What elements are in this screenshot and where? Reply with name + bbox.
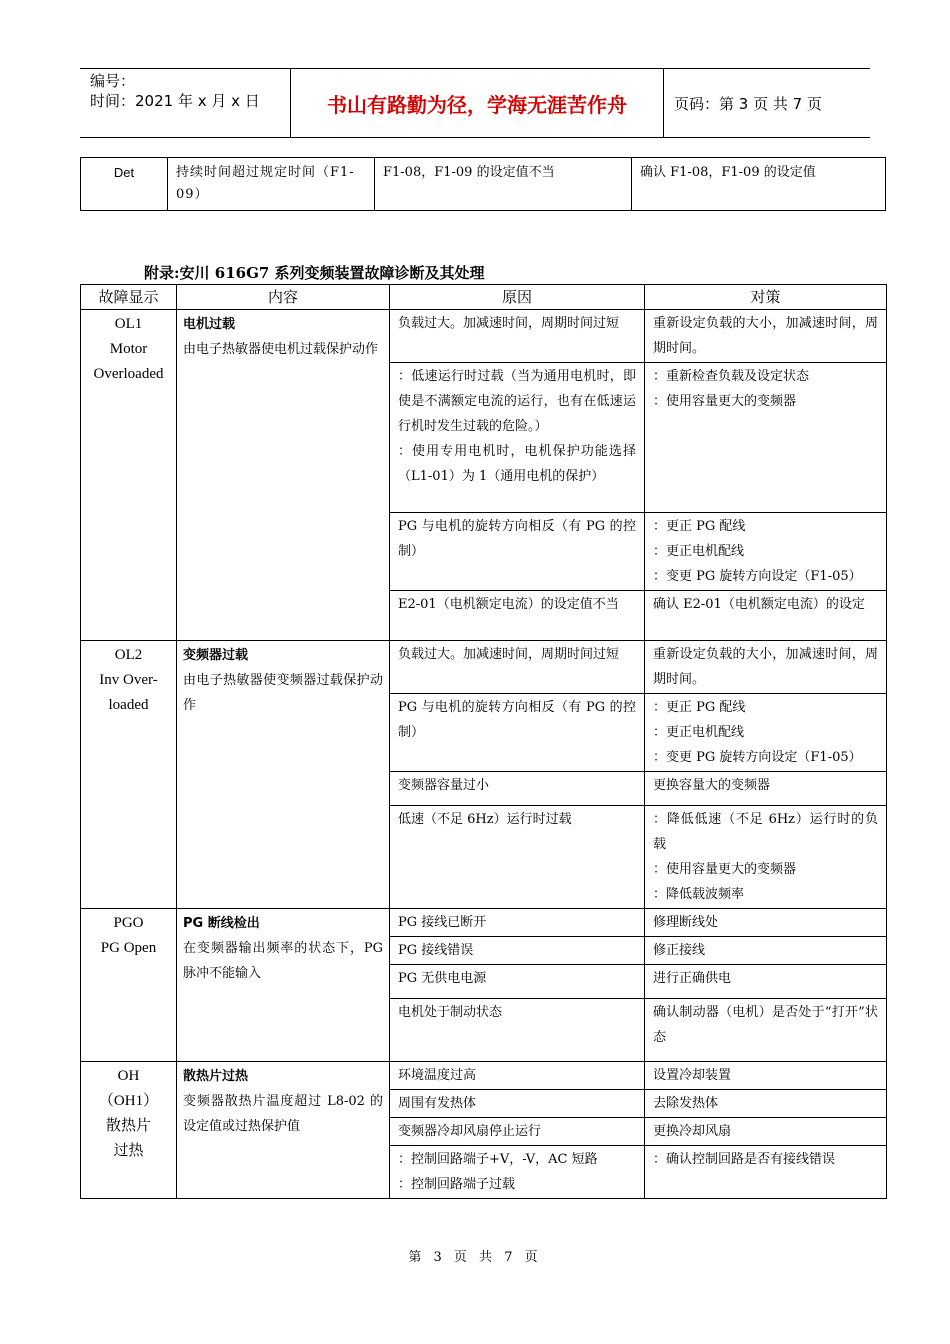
cause-text: 环境温度过高 <box>398 1068 477 1083</box>
fix-text: ：确认控制回路是否有接线错误 <box>653 1152 836 1167</box>
fix-text: ：更正 PG 配线 <box>653 519 746 534</box>
fix-text: 去除发热体 <box>653 1096 719 1111</box>
fault-content-cell <box>177 641 390 909</box>
col-header-fix: 对策 <box>645 285 887 310</box>
fix-text: 设置冷却装置 <box>653 1068 732 1083</box>
fault-description: 由电子热敏器使电机过载保护动作 <box>183 342 379 357</box>
fix-cell <box>645 1090 887 1118</box>
fix-text: 重新设定负载的大小，加减速时间，周期时间。 <box>653 316 878 356</box>
cause-text: PG 接线错误 <box>398 943 474 958</box>
fault-code-line: OL1 <box>114 316 143 332</box>
fault-code-cell <box>81 641 177 909</box>
fault-code-line: loaded <box>108 697 149 713</box>
fix-text: ：更正 PG 配线 <box>653 700 746 715</box>
fault-code-cell <box>81 909 177 1062</box>
fix-text: 确认 E2-01（电机额定电流）的设定 <box>653 597 865 612</box>
fault-title: 变频器过载 <box>183 648 249 663</box>
cause-text: ：控制回路端子+V，-V，AC 短路 <box>398 1152 598 1167</box>
fix-cell <box>645 999 887 1062</box>
fix-text: ：更正电机配线 <box>653 544 745 559</box>
fix-text: 更换冷却风扇 <box>653 1124 732 1139</box>
cause-text: PG 接线已断开 <box>398 915 487 930</box>
fix-cell <box>645 806 887 909</box>
col-header-cause: 原因 <box>390 285 645 310</box>
cause-cell <box>390 363 645 513</box>
header-meta <box>80 69 291 137</box>
fault-code-cell <box>81 310 177 641</box>
cause-cell <box>390 310 645 363</box>
fix-cell <box>645 363 887 513</box>
cause-cell <box>390 965 645 999</box>
table-row <box>81 641 887 694</box>
time-label: 时间：2021 年 x 月 x 日 <box>90 92 260 110</box>
fix-cell <box>645 310 887 363</box>
fault-description: 变频器散热片温度超过 L8-02 的设定值或过热保护值 <box>183 1094 383 1134</box>
fix-cell <box>645 694 887 772</box>
fault-title: PG 断线检出 <box>183 916 260 931</box>
fault-code-line: 过热 <box>113 1143 144 1159</box>
fix-text: ：更正电机配线 <box>653 725 745 740</box>
page-footer: 第 3 页 共 7 页 <box>408 1250 542 1265</box>
fix-text: 进行正确供电 <box>653 971 732 986</box>
cause-cell <box>390 909 645 937</box>
cause-cell <box>390 694 645 772</box>
fix-text: ：降低载波频率 <box>653 887 745 902</box>
cause-cell <box>390 937 645 965</box>
table-row <box>81 310 887 363</box>
fault-code-line: OH <box>117 1068 140 1084</box>
cause-text: 变频器容量过小 <box>398 778 490 793</box>
table-row <box>81 909 887 937</box>
fault-description: 由电子热敏器使变频器过载保护动作 <box>183 673 383 713</box>
cause-text: ：使用专用电机时，电机保护功能选择（L1-01）为 1（通用电机的保护） <box>398 444 636 484</box>
table-header-row <box>81 285 887 310</box>
fix-cell <box>645 513 887 591</box>
cause-text: 负载过大。加减速时间，周期时间过短 <box>398 647 620 662</box>
document-header <box>80 68 870 138</box>
fault-title: 散热片过热 <box>183 1069 249 1084</box>
fix-text: ：使用容量更大的变频器 <box>653 862 797 877</box>
cause-text: ：控制回路端子过载 <box>398 1177 516 1192</box>
fault-title: 电机过载 <box>183 317 236 332</box>
fault-code-line: PG Open <box>100 940 157 956</box>
number-label: 编号： <box>90 72 136 90</box>
cause-text: PG 与电机的旋转方向相反（有 PG 的控制） <box>398 700 636 740</box>
fix-text: 更换容量大的变频器 <box>653 778 771 793</box>
cause-cell <box>390 513 645 591</box>
fix-text: ：降低低速（不足 6Hz）运行时的负载 <box>653 812 878 852</box>
table-row <box>81 158 886 211</box>
cause-cell <box>390 999 645 1062</box>
fault-table-body <box>81 310 887 1199</box>
col-header-content: 内容 <box>177 285 390 310</box>
cause-text: E2-01（电机额定电流）的设定值不当 <box>398 597 619 612</box>
cause-cell <box>390 1118 645 1146</box>
cause-cell <box>390 1090 645 1118</box>
fix-cell <box>645 1062 887 1090</box>
fix-text: 修理断线处 <box>653 915 719 930</box>
cause-text: ：低速运行时过载（当为通用电机时，即使是不满额定电流的运行，也有在低速运行机时发生过载的危险。） <box>398 369 636 434</box>
det-cause: F1-08，F1-09 的设定值不当 <box>375 158 632 211</box>
cause-text: 周围有发热体 <box>398 1096 477 1111</box>
det-content: 持续时间超过规定时间（F1-09） <box>168 158 375 211</box>
fix-cell <box>645 772 887 806</box>
fault-code-cell <box>81 1062 177 1199</box>
fault-description: 在变频器输出频率的状态下，PG 脉冲不能输入 <box>183 941 383 981</box>
fault-code-line: Motor <box>109 341 148 357</box>
fault-code-line: （OH1） <box>98 1093 159 1109</box>
det-fix: 确认 F1-08，F1-09 的设定值 <box>632 158 886 211</box>
fault-content-cell <box>177 909 390 1062</box>
cause-text: 电机处于制动状态 <box>398 1005 503 1020</box>
fix-text: 修正接线 <box>653 943 706 958</box>
fault-code-line: Inv Over- <box>99 672 158 688</box>
fault-content-cell <box>177 1062 390 1199</box>
cause-cell <box>390 1146 645 1199</box>
cause-cell <box>390 591 645 641</box>
fix-cell <box>645 591 887 641</box>
fix-text: ：使用容量更大的变频器 <box>653 394 797 409</box>
col-header-fault: 故障显示 <box>81 285 177 310</box>
fault-code-line: PGO <box>113 915 144 931</box>
det-table <box>80 157 886 211</box>
cause-text: 低速（不足 6Hz）运行时过载 <box>398 812 572 827</box>
fix-cell <box>645 1146 887 1199</box>
table-row <box>81 1062 887 1090</box>
fix-text: ：变更 PG 旋转方向设定（F1-05） <box>653 569 862 584</box>
appendix-title: 附录:安川 616G7 系列变频装置故障诊断及其处理 <box>144 264 485 282</box>
cause-text: PG 无供电电源 <box>398 971 487 986</box>
det-code: Det <box>81 158 168 211</box>
fix-cell <box>645 965 887 999</box>
fault-content-cell <box>177 310 390 641</box>
header-motto: 书山有路勤为径，学海无涯苦作舟 <box>291 69 664 137</box>
cause-cell <box>390 772 645 806</box>
header-page-label: 页码：第 3 页 共 7 页 <box>674 94 822 113</box>
fix-cell <box>645 1118 887 1146</box>
cause-cell <box>390 641 645 694</box>
fix-text: 重新设定负载的大小，加减速时间，周期时间。 <box>653 647 878 687</box>
fix-text: ：重新检查负载及设定状态 <box>653 369 810 384</box>
cause-text: PG 与电机的旋转方向相反（有 PG 的控制） <box>398 519 636 559</box>
cause-text: 变频器冷却风扇停止运行 <box>398 1124 542 1139</box>
fix-cell <box>645 909 887 937</box>
fix-text: 确认制动器（电机）是否处于“打开”状态 <box>653 1005 878 1045</box>
cause-cell <box>390 1062 645 1090</box>
fault-code-line: Overloaded <box>93 366 164 382</box>
cause-text: 负载过大。加减速时间，周期时间过短 <box>398 316 620 331</box>
fault-code-line: 散热片 <box>105 1118 151 1134</box>
fix-text: ：变更 PG 旋转方向设定（F1-05） <box>653 750 862 765</box>
cause-cell <box>390 806 645 909</box>
fix-cell <box>645 937 887 965</box>
fault-table <box>80 284 887 1199</box>
fault-code-line: OL2 <box>114 647 143 663</box>
fix-cell <box>645 641 887 694</box>
